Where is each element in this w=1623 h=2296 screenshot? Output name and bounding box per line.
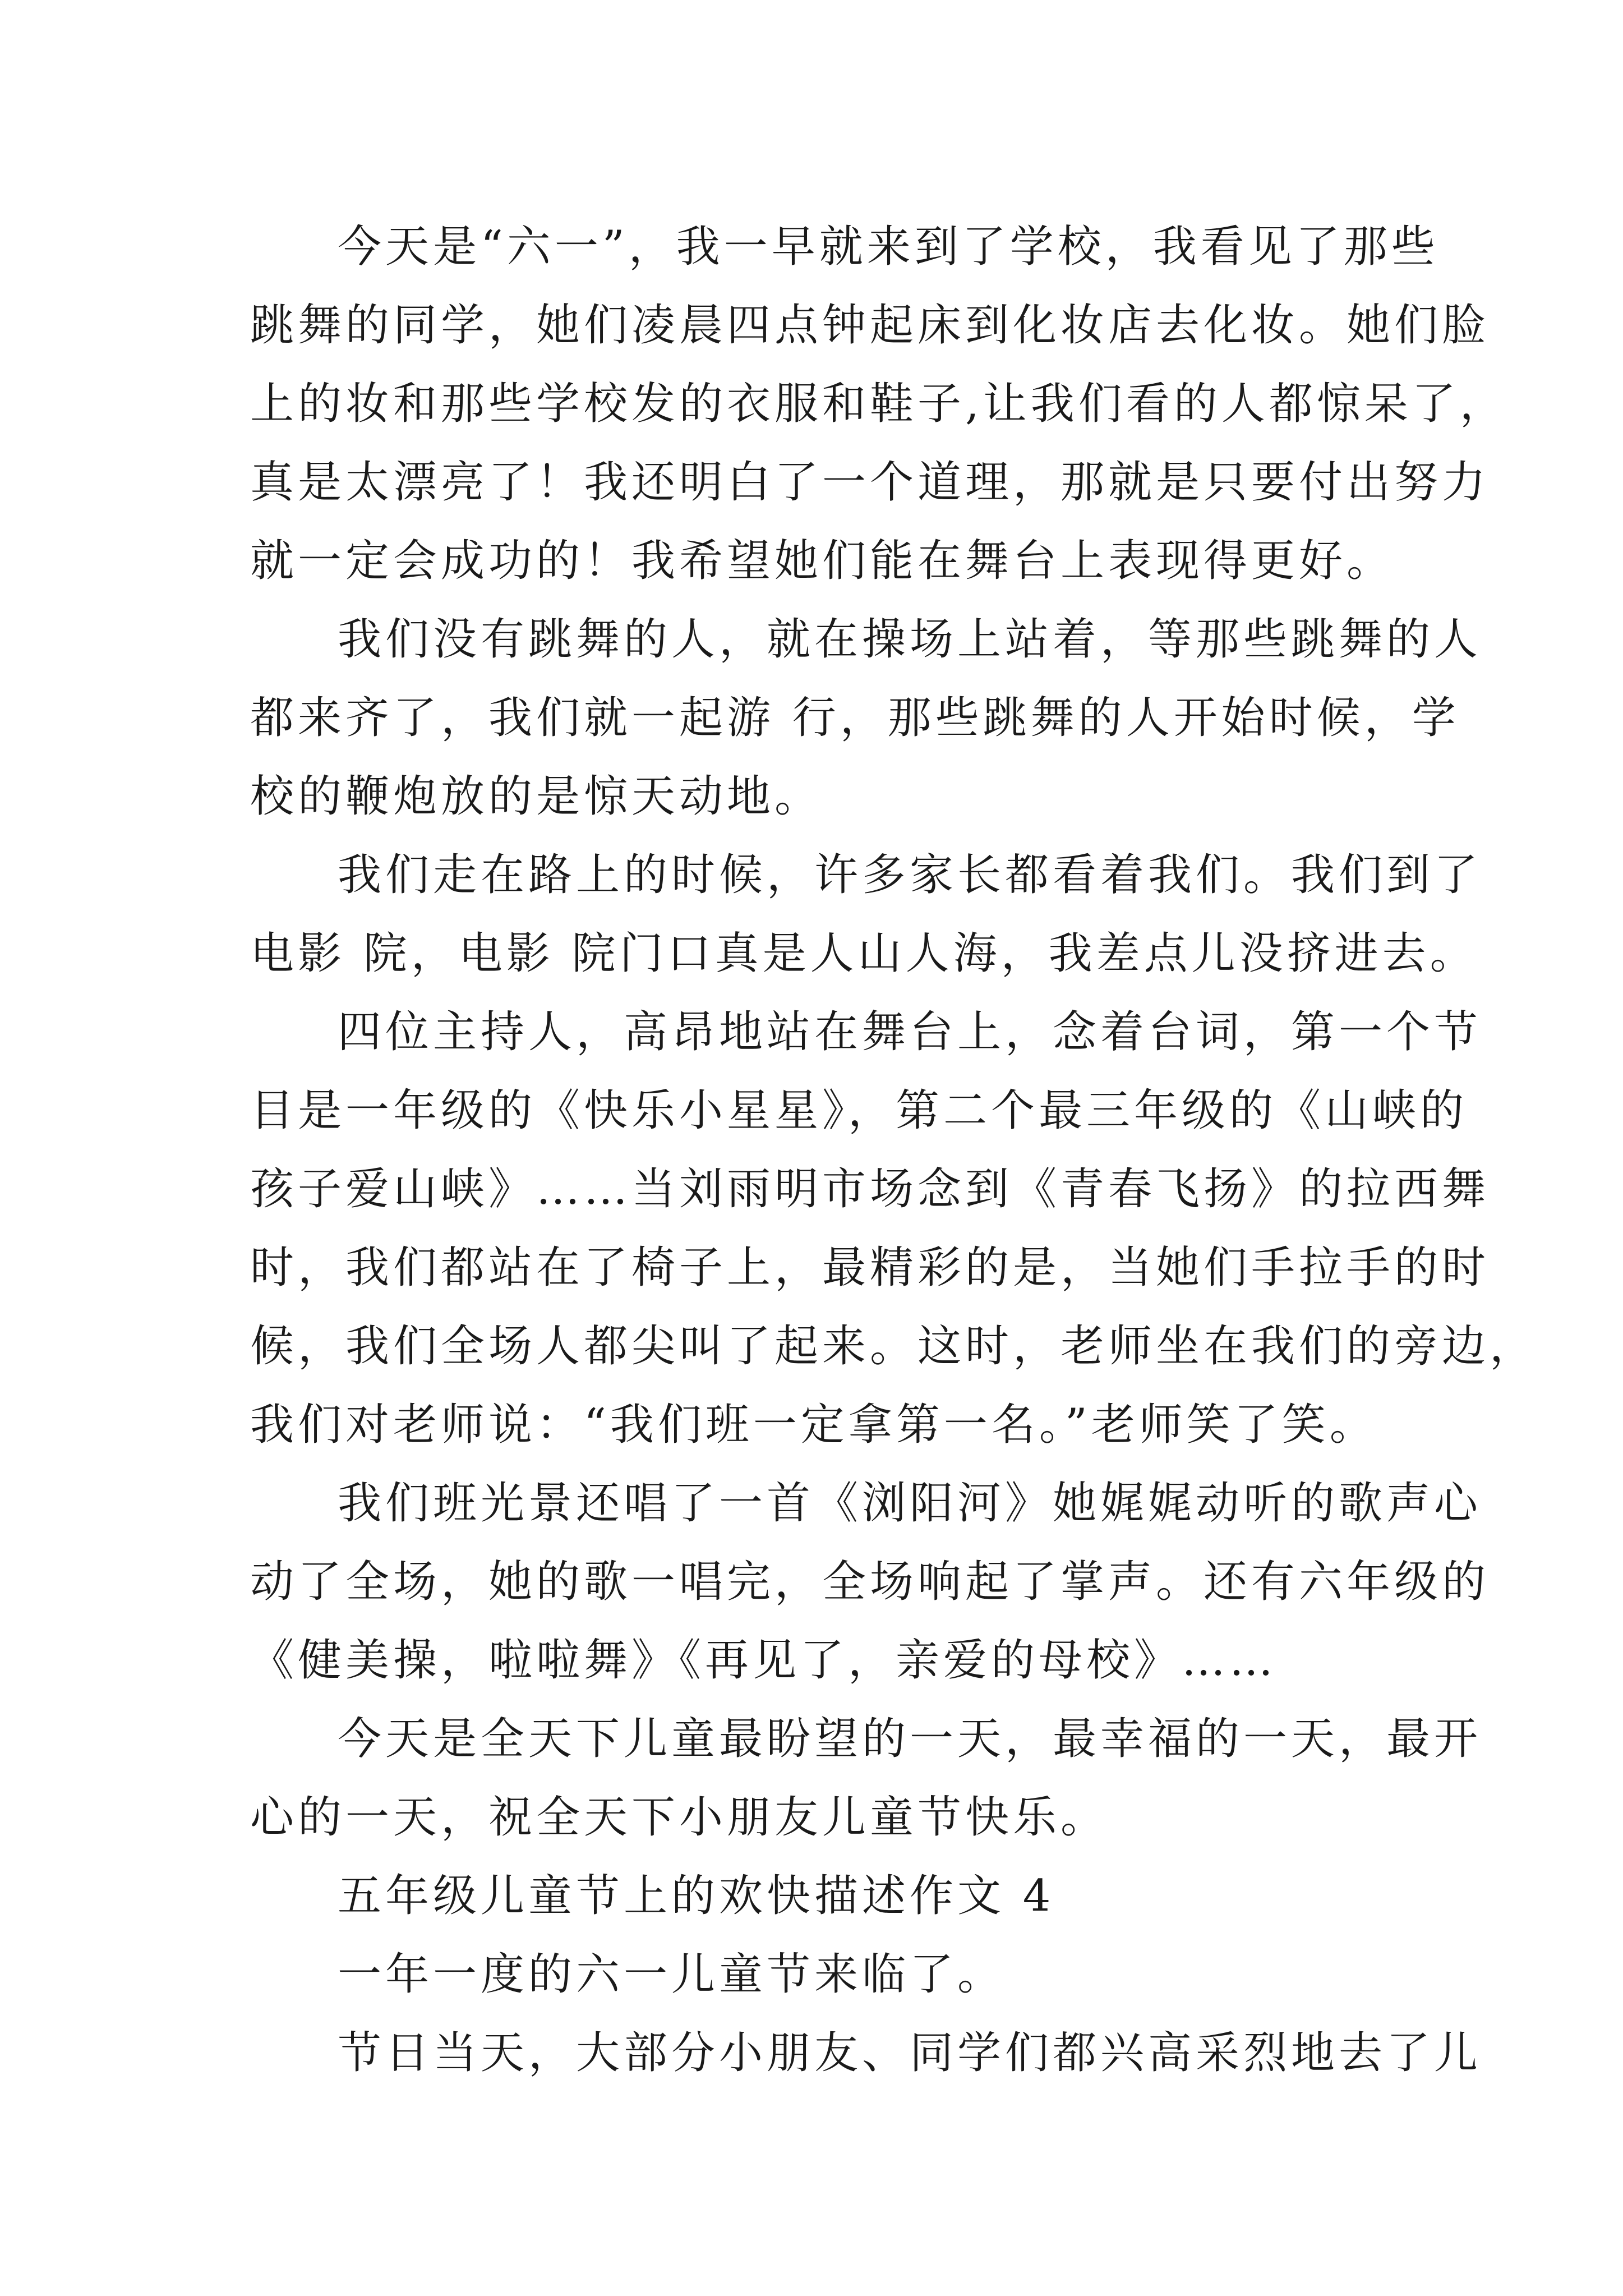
paragraph-line: 跳舞的同学，她们凌晨四点钟起床到化妆店去化妆。她们脸 — [250, 300, 1490, 351]
paragraph-line: 我们走在路上的时候，许多家长都看着我们。我们到了 — [338, 850, 1482, 900]
paragraph-line: 《健美操，啦啦舞》《再见了，亲爱的母校》…… — [250, 1635, 1278, 1686]
paragraph-line: 上的妆和那些学校发的衣服和鞋子,让我们看的人都惊呆了， — [250, 379, 1507, 429]
paragraph-line: 校的鞭炮放的是惊天动地。 — [250, 771, 823, 822]
paragraph-line: 动了全场，她的歌一唱完，全场响起了掌声。还有六年级的 — [250, 1557, 1490, 1607]
paragraph-line: 今天是全天下儿童最盼望的一天，最幸福的一天，最开 — [338, 1714, 1482, 1764]
paragraph-line: 心的一天，祝全天下小朋友儿童节快乐。 — [250, 1792, 1109, 1843]
paragraph-line: 都来齐了，我们就一起游 行，那些跳舞的人开始时候，学 — [250, 693, 1460, 743]
paragraph-line: 真是太漂亮了！我还明白了一个道理，那就是只要付出努力 — [250, 457, 1490, 508]
section-heading: 五年级儿童节上的欢快描述作文 4 — [338, 1871, 1055, 1921]
paragraph-line: 时，我们都站在了椅子上，最精彩的是，当她们手拉手的时 — [250, 1243, 1490, 1293]
paragraph-line: 一年一度的六一儿童节来临了。 — [338, 1949, 1006, 2000]
paragraph-line: 今天是“六一”，我一早就来到了学校，我看见了那些 — [338, 222, 1439, 272]
paragraph-line: 候，我们全场人都尖叫了起来。这时，老师坐在我们的旁边， — [250, 1321, 1538, 1372]
paragraph-line: 我们没有跳舞的人，就在操场上站着，等那些跳舞的人 — [338, 614, 1482, 665]
document-body — [250, 208, 1538, 2092]
paragraph-line: 四位主持人，高昂地站在舞台上，念着台词，第一个节 — [338, 1007, 1482, 1057]
paragraph-line: 孩子爱山峡》……当刘雨明市场念到《青春飞扬》的拉西舞 — [250, 1164, 1490, 1214]
paragraph-line: 就一定会成功的！我希望她们能在舞台上表现得更好。 — [250, 536, 1395, 586]
paragraph-line: 节日当天，大部分小朋友、同学们都兴高采烈地去了儿 — [338, 2028, 1482, 2078]
paragraph-line: 电影 院，电影 院门口真是人山人海，我差点儿没挤进去。 — [250, 928, 1478, 979]
paragraph-line: 我们班光景还唱了一首《浏阳河》她娓娓动听的歌声心 — [338, 1478, 1482, 1529]
paragraph-line: 目是一年级的《快乐小星星》，第二个最三年级的《山峡的 — [250, 1085, 1468, 1136]
paragraph-line: 我们对老师说：“我们班一定拿第一名。”老师笑了笑。 — [250, 1400, 1377, 1450]
